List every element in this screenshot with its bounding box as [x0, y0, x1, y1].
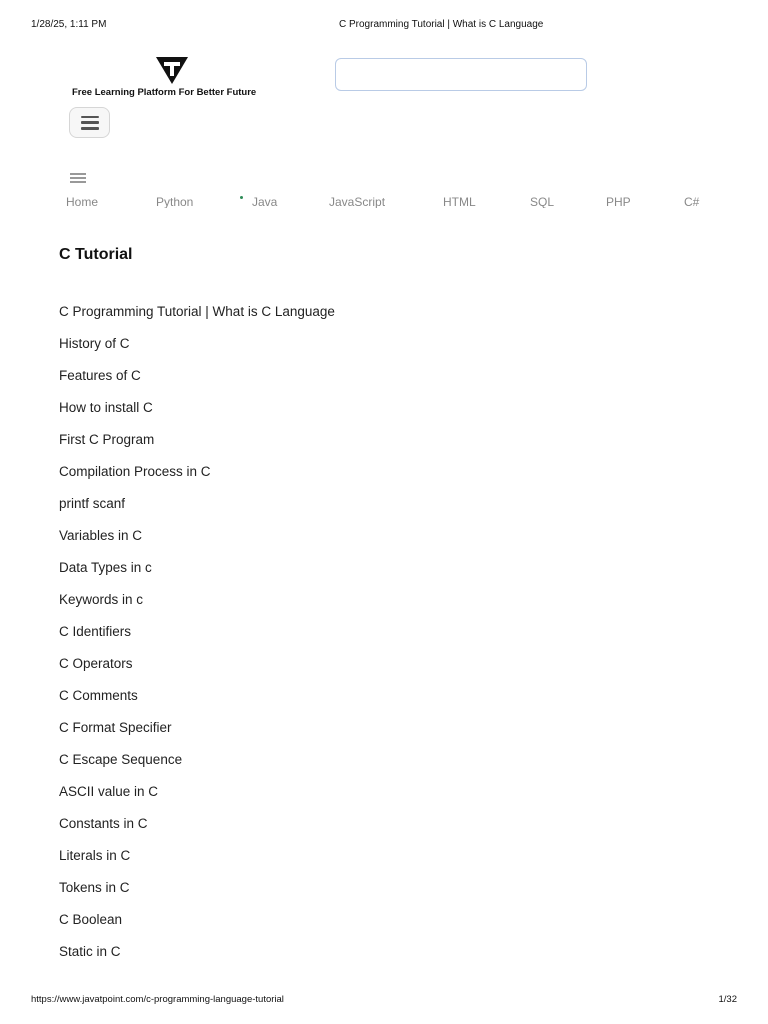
menu-button[interactable] — [69, 107, 110, 138]
toc-link[interactable]: C Comments — [59, 688, 138, 703]
sidebar-heading: C Tutorial — [59, 246, 133, 263]
print-page-title: C Programming Tutorial | What is C Language — [339, 19, 544, 30]
toc-link[interactable]: C Boolean — [59, 912, 123, 927]
toc-link[interactable]: How to install C — [59, 400, 153, 415]
tutorial-index — [59, 303, 335, 975]
toc-link[interactable]: Keywords in c — [59, 592, 144, 607]
toc-link[interactable]: Static in C — [59, 944, 121, 959]
nav-link-python[interactable]: Python — [156, 195, 194, 208]
top-nav — [40, 158, 730, 208]
print-footer — [31, 994, 737, 1008]
toc-link[interactable]: Data Types in c — [59, 560, 152, 575]
toc-link[interactable]: C Identifiers — [59, 624, 132, 639]
print-header — [31, 19, 737, 33]
nav-active-dot — [240, 196, 243, 199]
toc-link[interactable]: printf scanf — [59, 496, 126, 511]
javatpoint-logo-icon — [154, 55, 190, 85]
site-logo[interactable] — [66, 55, 282, 100]
print-url: https://www.javatpoint.com/c-programming-language-tutorial — [31, 994, 284, 1005]
toc-link[interactable]: Tokens in C — [59, 880, 130, 895]
logo-tagline: Free Learning Platform For Better Future — [72, 87, 257, 98]
toc-link[interactable]: C Format Specifier — [59, 720, 172, 735]
toc-link[interactable]: C Escape Sequence — [59, 752, 183, 767]
toc-link[interactable]: First C Program — [59, 432, 155, 447]
nav-link-html[interactable]: HTML — [443, 195, 476, 208]
print-date: 1/28/25, 1:11 PM — [31, 19, 107, 30]
nav-toggle-icon[interactable] — [70, 173, 86, 183]
nav-link-javascript[interactable]: JavaScript — [329, 195, 386, 208]
toc-link[interactable]: History of C — [59, 336, 130, 351]
search-input[interactable] — [335, 58, 587, 91]
toc-link[interactable]: C Operators — [59, 656, 133, 671]
nav-link-home[interactable]: Home — [66, 195, 99, 208]
hamburger-menu-icon — [81, 116, 99, 130]
toc-link[interactable]: Features of C — [59, 368, 141, 383]
toc-link[interactable]: Compilation Process in C — [59, 464, 211, 479]
print-page-number: 1/32 — [718, 994, 737, 1005]
nav-link-php[interactable]: PHP — [606, 195, 631, 208]
nav-link-java[interactable]: Java — [252, 195, 278, 208]
nav-links — [40, 194, 730, 208]
toc-link[interactable]: Literals in C — [59, 848, 131, 863]
toc-link[interactable]: ASCII value in C — [59, 784, 159, 799]
toc-link[interactable]: Constants in C — [59, 816, 148, 831]
toc-link[interactable]: Variables in C — [59, 528, 143, 543]
toc-link[interactable]: C Programming Tutorial | What is C Language — [59, 304, 335, 319]
nav-link-csharp[interactable]: C# — [684, 195, 700, 208]
nav-link-sql[interactable]: SQL — [530, 195, 555, 208]
